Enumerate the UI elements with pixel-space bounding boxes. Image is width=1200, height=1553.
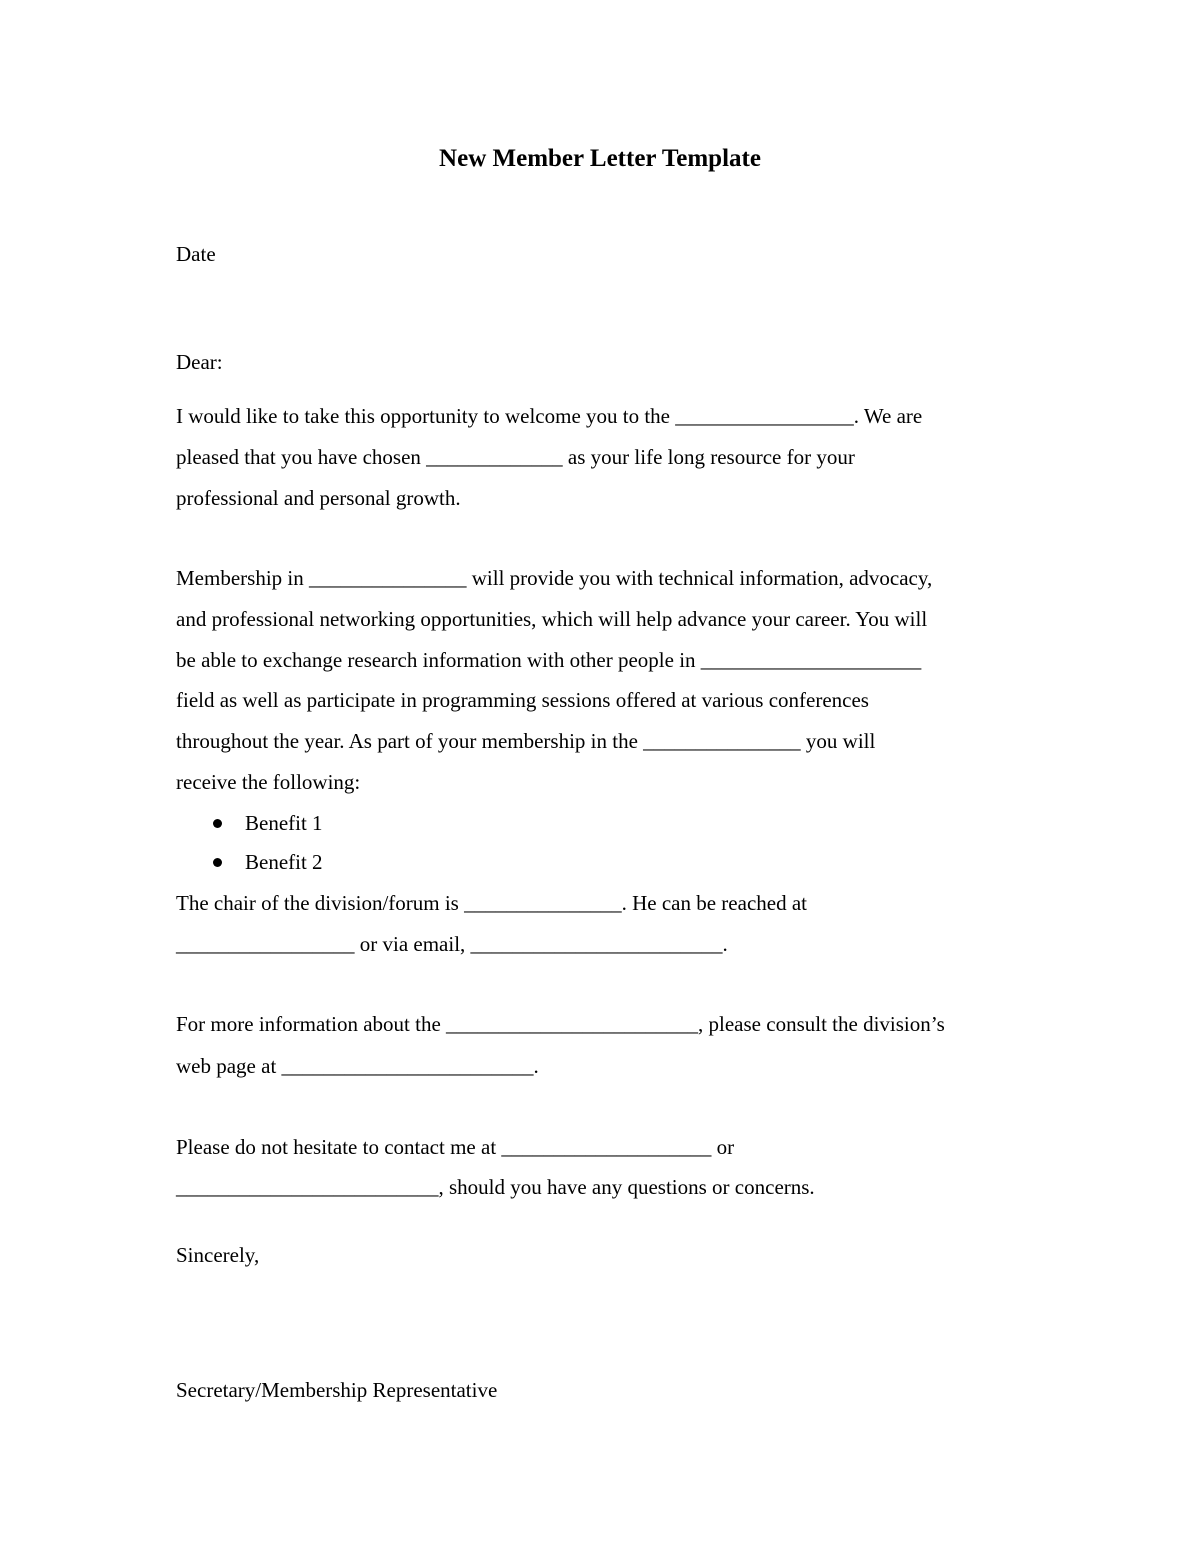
paragraph2-line4: field as well as participate in programming sessions offered at various conferences — [176, 688, 869, 712]
signature: Secretary/Membership Representative — [176, 1378, 498, 1402]
paragraph5-line2: _________________________, should you have any questions or concerns. — [176, 1175, 815, 1199]
paragraph2-line5: throughout the year. As part of your membership in the _______________ you will — [176, 729, 876, 753]
paragraph2-line3: be able to exchange research information with other people in _____________________ — [176, 648, 922, 672]
paragraph4-line2: web page at ________________________. — [176, 1054, 539, 1078]
document-title: New Member Letter Template — [439, 145, 761, 172]
date-label: Date — [176, 242, 216, 266]
bullet-icon — [213, 819, 222, 828]
benefit-label: Benefit 1 — [245, 811, 323, 835]
salutation: Dear: — [176, 350, 223, 374]
paragraph4-line1: For more information about the ________________________, please consult the division’s — [176, 1012, 945, 1036]
benefit-label: Benefit 2 — [245, 850, 323, 874]
paragraph5-line1: Please do not hesitate to contact me at ____________________ or — [176, 1135, 735, 1159]
paragraph2-line2: and professional networking opportunities, which will help advance your career. You will — [176, 607, 928, 631]
bullet-icon — [213, 858, 222, 867]
paragraph1-line2: pleased that you have chosen _____________ as your life long resource for your — [176, 445, 855, 469]
closing: Sincerely, — [176, 1243, 260, 1267]
benefit-item — [213, 847, 323, 877]
paragraph2-line1: Membership in _______________ will provide you with technical information, advocacy, — [176, 566, 933, 590]
paragraph3-line2: _________________ or via email, ________________________. — [176, 932, 728, 956]
paragraph1-line3: professional and personal growth. — [176, 486, 461, 510]
paragraph1-line1: I would like to take this opportunity to welcome you to the _________________. We are — [176, 404, 923, 428]
paragraph3-line1: The chair of the division/forum is _______________. He can be reached at — [176, 891, 807, 915]
paragraph2-line6: receive the following: — [176, 770, 361, 794]
benefit-item — [213, 808, 323, 838]
